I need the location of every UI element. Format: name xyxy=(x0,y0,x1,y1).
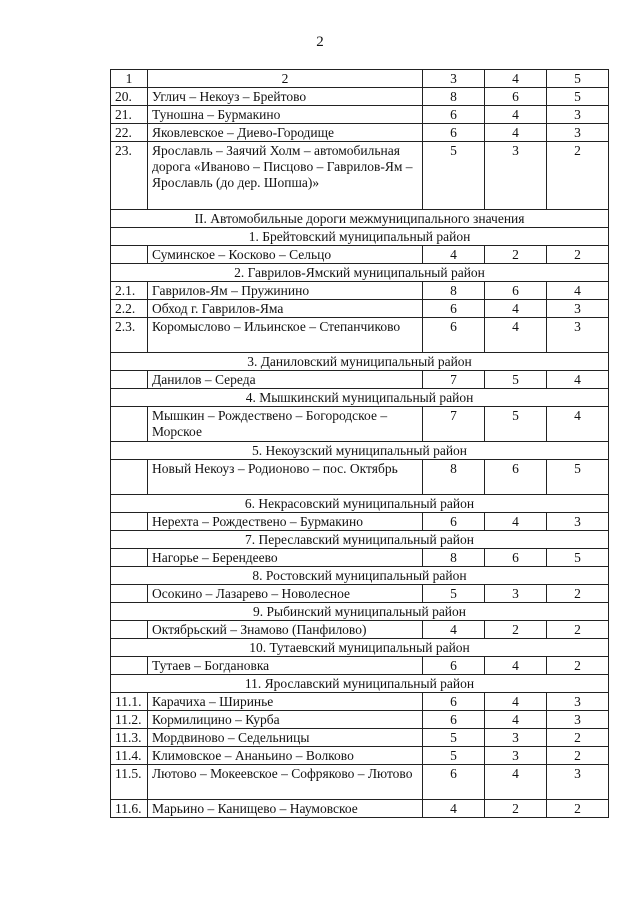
district-title-row xyxy=(111,389,609,407)
value-cell: 8 xyxy=(423,282,485,300)
row-number xyxy=(111,371,148,389)
value-cell: 4 xyxy=(547,371,609,389)
value-cell: 4 xyxy=(485,711,547,729)
value-cell: 4 xyxy=(423,246,485,264)
route-cell: Октябрьский – Знамово (Панфилово) xyxy=(148,621,423,639)
district-title-row xyxy=(111,228,609,246)
value-cell: 6 xyxy=(423,106,485,124)
route-cell: Кормилицино – Курба xyxy=(148,711,423,729)
value-cell: 4 xyxy=(485,318,547,353)
value-cell: 2 xyxy=(485,246,547,264)
table-row xyxy=(111,318,609,353)
value-cell: 4 xyxy=(423,621,485,639)
row-number xyxy=(111,460,148,495)
table-row xyxy=(111,549,609,567)
district-title-row xyxy=(111,264,609,282)
value-cell: 4 xyxy=(485,300,547,318)
value-cell: 6 xyxy=(485,282,547,300)
table-row xyxy=(111,765,609,800)
header-cell: 1 xyxy=(111,70,148,88)
row-number: 11.1. xyxy=(111,693,148,711)
district-title: 6. Некрасовский муниципальный район xyxy=(111,495,609,513)
value-cell: 2 xyxy=(547,747,609,765)
row-number: 11.2. xyxy=(111,711,148,729)
value-cell: 6 xyxy=(485,88,547,106)
value-cell: 4 xyxy=(485,765,547,800)
value-cell: 3 xyxy=(485,142,547,210)
value-cell: 5 xyxy=(423,142,485,210)
value-cell: 6 xyxy=(423,693,485,711)
value-cell: 5 xyxy=(423,729,485,747)
district-title: 7. Переславский муниципальный район xyxy=(111,531,609,549)
table-row xyxy=(111,88,609,106)
row-number xyxy=(111,621,148,639)
value-cell: 4 xyxy=(547,282,609,300)
value-cell: 6 xyxy=(423,513,485,531)
value-cell: 6 xyxy=(423,657,485,675)
row-number xyxy=(111,246,148,264)
value-cell: 8 xyxy=(423,460,485,495)
row-number: 11.3. xyxy=(111,729,148,747)
header-cell: 5 xyxy=(547,70,609,88)
value-cell: 6 xyxy=(485,549,547,567)
value-cell: 4 xyxy=(485,106,547,124)
row-number: 20. xyxy=(111,88,148,106)
row-number: 22. xyxy=(111,124,148,142)
section-title: II. Автомобильные дороги межмуниципального значения xyxy=(111,210,609,228)
value-cell: 4 xyxy=(485,693,547,711)
header-cell: 4 xyxy=(485,70,547,88)
value-cell: 5 xyxy=(547,88,609,106)
route-cell: Марьино – Канищево – Наумовское xyxy=(148,800,423,818)
row-number xyxy=(111,657,148,675)
route-cell: Нерехта – Рождествено – Бурмакино xyxy=(148,513,423,531)
value-cell: 3 xyxy=(547,318,609,353)
value-cell: 3 xyxy=(547,711,609,729)
route-cell: Осокино – Лазарево – Новолесное xyxy=(148,585,423,603)
row-number xyxy=(111,513,148,531)
route-cell: Данилов – Середа xyxy=(148,371,423,389)
value-cell: 5 xyxy=(485,371,547,389)
value-cell: 4 xyxy=(547,407,609,442)
value-cell: 3 xyxy=(547,693,609,711)
table-row xyxy=(111,585,609,603)
row-number: 2.2. xyxy=(111,300,148,318)
value-cell: 2 xyxy=(547,585,609,603)
table-row xyxy=(111,711,609,729)
district-title: 1. Брейтовский муниципальный район xyxy=(111,228,609,246)
header-cell: 2 xyxy=(148,70,423,88)
district-title-row xyxy=(111,442,609,460)
route-cell: Нагорье – Берендеево xyxy=(148,549,423,567)
value-cell: 3 xyxy=(485,585,547,603)
district-title-row xyxy=(111,531,609,549)
value-cell: 4 xyxy=(485,124,547,142)
value-cell: 2 xyxy=(547,657,609,675)
route-cell: Гаврилов-Ям – Пружинино xyxy=(148,282,423,300)
route-cell: Туношна – Бурмакино xyxy=(148,106,423,124)
route-cell: Новый Некоуз – Родионово – пос. Октябрь xyxy=(148,460,423,495)
value-cell: 5 xyxy=(547,460,609,495)
value-cell: 2 xyxy=(547,800,609,818)
value-cell: 6 xyxy=(423,300,485,318)
route-cell: Углич – Некоуз – Брейтово xyxy=(148,88,423,106)
value-cell: 2 xyxy=(485,800,547,818)
district-title: 8. Ростовский муниципальный район xyxy=(111,567,609,585)
row-number: 21. xyxy=(111,106,148,124)
route-cell: Яковлевское – Диево-Городище xyxy=(148,124,423,142)
table-row xyxy=(111,693,609,711)
table-row xyxy=(111,142,609,210)
route-cell: Климовское – Ананьино – Волково xyxy=(148,747,423,765)
value-cell: 5 xyxy=(485,407,547,442)
row-number xyxy=(111,407,148,442)
value-cell: 2 xyxy=(547,142,609,210)
district-title-row xyxy=(111,353,609,371)
value-cell: 7 xyxy=(423,371,485,389)
table-row xyxy=(111,621,609,639)
value-cell: 6 xyxy=(423,711,485,729)
value-cell: 4 xyxy=(485,657,547,675)
table-row xyxy=(111,747,609,765)
value-cell: 2 xyxy=(485,621,547,639)
table-row xyxy=(111,729,609,747)
value-cell: 3 xyxy=(485,729,547,747)
route-cell: Ярославль – Заячий Холм – автомобильная дорога «Иваново – Писцово – Гаврилов-Ям – Ярославль (до дер. Шопша)» xyxy=(148,142,423,210)
route-cell: Обход г. Гаврилов-Яма xyxy=(148,300,423,318)
route-cell: Мордвиново – Седельницы xyxy=(148,729,423,747)
value-cell: 3 xyxy=(547,765,609,800)
district-title: 4. Мышкинский муниципальный район xyxy=(111,389,609,407)
value-cell: 5 xyxy=(423,747,485,765)
district-title-row xyxy=(111,675,609,693)
district-title: 10. Тутаевский муниципальный район xyxy=(111,639,609,657)
header-cell: 3 xyxy=(423,70,485,88)
value-cell: 5 xyxy=(423,585,485,603)
district-title: 3. Даниловский муниципальный район xyxy=(111,353,609,371)
value-cell: 2 xyxy=(547,246,609,264)
table-row xyxy=(111,282,609,300)
table-row xyxy=(111,800,609,818)
value-cell: 5 xyxy=(547,549,609,567)
value-cell: 8 xyxy=(423,88,485,106)
value-cell: 4 xyxy=(485,513,547,531)
page-number: 2 xyxy=(316,34,324,50)
table-row xyxy=(111,460,609,495)
value-cell: 7 xyxy=(423,407,485,442)
table-row xyxy=(111,300,609,318)
route-cell: Тутаев – Богдановка xyxy=(148,657,423,675)
row-number xyxy=(111,549,148,567)
header-row xyxy=(111,70,609,88)
table-row xyxy=(111,106,609,124)
district-title: 5. Некоузский муниципальный район xyxy=(111,442,609,460)
value-cell: 4 xyxy=(423,800,485,818)
row-number: 11.4. xyxy=(111,747,148,765)
roads-table xyxy=(110,69,609,818)
value-cell: 6 xyxy=(423,765,485,800)
row-number xyxy=(111,585,148,603)
value-cell: 3 xyxy=(547,106,609,124)
table-row xyxy=(111,513,609,531)
value-cell: 8 xyxy=(423,549,485,567)
district-title: 11. Ярославский муниципальный район xyxy=(111,675,609,693)
table-row xyxy=(111,657,609,675)
row-number: 11.6. xyxy=(111,800,148,818)
table-row xyxy=(111,246,609,264)
route-cell: Суминское – Косково – Сельцо xyxy=(148,246,423,264)
row-number: 11.5. xyxy=(111,765,148,800)
table-row xyxy=(111,407,609,442)
district-title-row xyxy=(111,639,609,657)
district-title: 2. Гаврилов-Ямский муниципальный район xyxy=(111,264,609,282)
table-row xyxy=(111,124,609,142)
value-cell: 6 xyxy=(423,124,485,142)
value-cell: 3 xyxy=(547,124,609,142)
district-title-row xyxy=(111,495,609,513)
value-cell: 6 xyxy=(423,318,485,353)
row-number: 23. xyxy=(111,142,148,210)
value-cell: 3 xyxy=(485,747,547,765)
route-cell: Лютово – Мокеевское – Софряково – Лютово xyxy=(148,765,423,800)
route-cell: Коромыслово – Ильинское – Степанчиково xyxy=(148,318,423,353)
district-title-row xyxy=(111,603,609,621)
section-title-row xyxy=(111,210,609,228)
value-cell: 2 xyxy=(547,621,609,639)
value-cell: 3 xyxy=(547,300,609,318)
district-title: 9. Рыбинский муниципальный район xyxy=(111,603,609,621)
table-row xyxy=(111,371,609,389)
value-cell: 6 xyxy=(485,460,547,495)
row-number: 2.3. xyxy=(111,318,148,353)
district-title-row xyxy=(111,567,609,585)
value-cell: 2 xyxy=(547,729,609,747)
route-cell: Карачиха – Ширинье xyxy=(148,693,423,711)
route-cell: Мышкин – Рождествено – Богородское – Морское xyxy=(148,407,423,442)
row-number: 2.1. xyxy=(111,282,148,300)
value-cell: 3 xyxy=(547,513,609,531)
